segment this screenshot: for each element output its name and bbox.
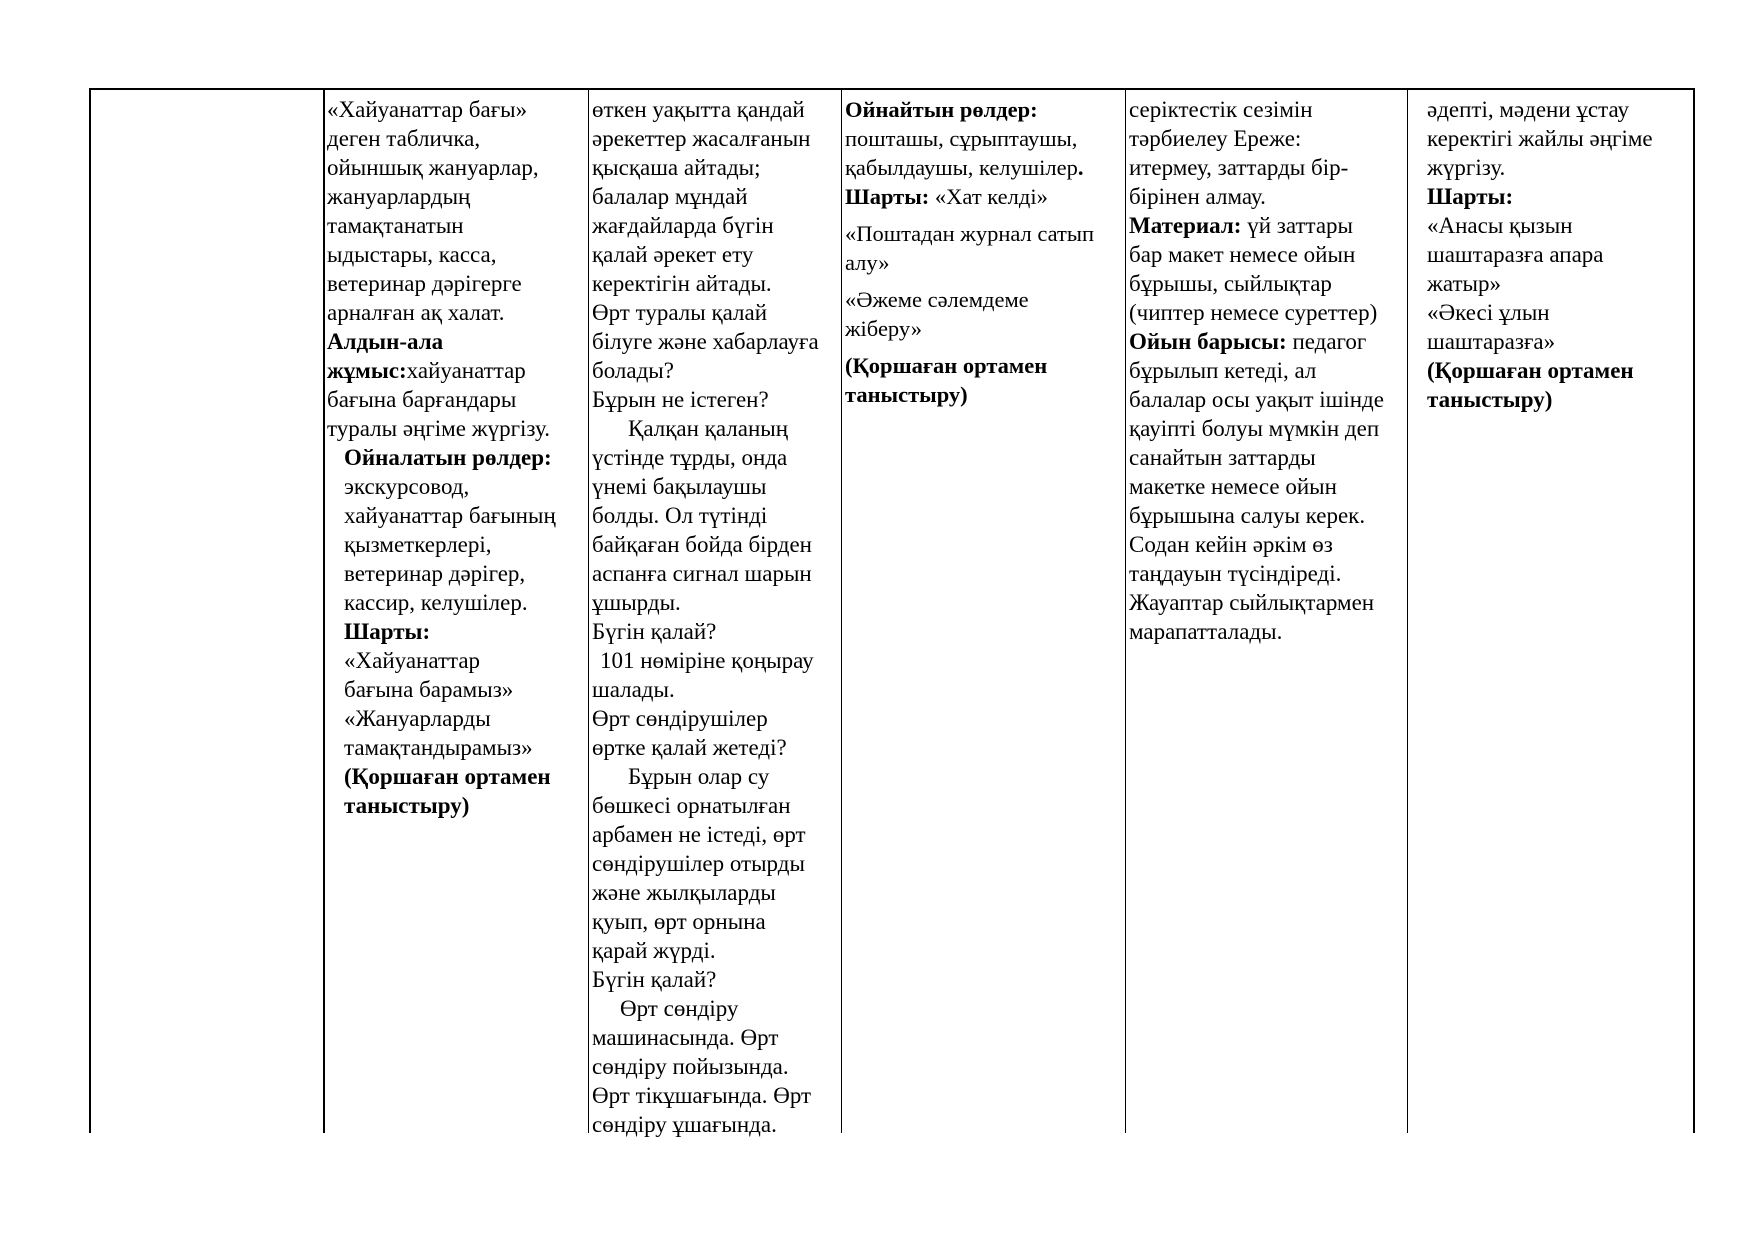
text-line: бұрышы, сыйлықтар [1129,271,1332,296]
text-line: «Анасы қызын [1427,213,1573,238]
text-line: деген табличка, [327,126,481,151]
text-line: жануарлардың [327,184,471,209]
text-line: керектігін айтады. [592,271,772,296]
text-line: хайуанаттар бағының [344,503,556,528]
text-line: үнемі бақылаушы [592,474,767,499]
text-line: арбамен не істеді, өрт [592,822,806,847]
text-line: бағына барамыз» [344,677,514,702]
text-line [1129,327,1406,356]
column-divider [1125,90,1126,1133]
text-line: серіктестік сезімін [1129,97,1313,122]
conditions-label: Шарты: [344,619,431,644]
text-line: бұрылып кетеді, ал [1129,358,1317,383]
text-line: балалар мұндай [592,184,748,209]
text-line: Өрт сөндірушілер [592,706,768,731]
column-divider [323,90,325,1133]
text-line: шаштаразға апара [1427,242,1604,267]
text-line [327,356,585,385]
text-line: болады? [592,358,674,383]
text-line: «Хайуанаттар [344,648,481,673]
text-line: қызметкерлері, [344,532,492,557]
text-line: қуып, өрт орнына [592,909,766,934]
text-line: қалай әрекет ету [592,242,754,267]
text-line: тамақтандырамыз» [344,735,533,760]
conditions-label: Шарты: [845,184,930,209]
text-line: болды. Ол түтінді [592,503,768,528]
text-line: әдепті, мәдени ұстау [1427,97,1629,122]
text-line: ойыншық жануарлар, [327,155,539,180]
text-line: жатыр» [1427,271,1502,296]
text-line: кассир, келушілер. [344,590,528,615]
text-line: Бұрын не істеген? [592,387,769,412]
text-line: таңдауын түсіндіреді. [1129,561,1342,586]
table-cell-col3 [592,95,840,1139]
text-line: қысқаша айтады; [592,155,761,180]
table-cell-col5 [1129,95,1406,646]
subject-label: таныстыру) [845,382,968,407]
text-line: «Хайуанаттар бағы» [327,97,528,122]
subject-label: таныстыру) [1427,387,1553,412]
subject-label: (Қоршаған ортамен [344,764,551,789]
text-line: итермеу, заттарды бір- [1129,155,1349,180]
game-process-label: Ойын барысы: [1129,329,1287,354]
text-line: бар макет немесе ойын [1129,242,1356,267]
text-line: ветеринар дәрігер, [344,561,526,586]
table-cell-col4 [845,95,1124,409]
text-line: ыдыстары, касса, [327,242,497,267]
text-line: 101 нөміріне қоңырау [600,648,814,673]
text-line: «Әкесі ұлын [1427,300,1550,325]
text-line: сөндірушілер отырды [592,851,805,876]
table-cell-col2 [327,95,585,820]
text-line: Бүгін қалай? [592,967,717,992]
text-span: хайуанаттар [406,358,526,383]
subject-label: (Қоршаған ортамен [845,353,1048,378]
text-line: Өрт сөндіру [620,996,739,1021]
text-line: Бүгін қалай? [592,619,717,644]
text-line [845,153,1124,182]
text-line: сөндіру пойызында. [592,1054,789,1079]
text-line: экскурсовод, [344,474,470,499]
text-line: арналған ақ халат. [327,300,505,325]
column-divider [1407,90,1408,1133]
text-line: сөндіру ұшағында. [592,1112,777,1137]
text-span: педагог [1292,329,1367,354]
text-line: машинасында. Өрт [592,1025,779,1050]
text-line: әрекеттер жасалғанын [592,126,811,151]
text-line: өткен уақытта қандай [592,97,805,122]
text-line: балалар осы уақыт ішінде [1129,387,1384,412]
material-label: Материал: [1129,213,1242,238]
text-line: Бұрын олар су [628,764,770,789]
text-line: «Жануарларды [344,706,491,731]
plan-table [89,88,1695,1137]
text-line: шалады. [592,677,675,702]
text-line: марапатталады. [1129,619,1283,644]
text-line: ветеринар дәрігерге [327,271,522,296]
text-line: туралы әңгіме жүргізу. [327,416,550,441]
text-line: тәрбиелеу Ереже: [1129,126,1302,151]
text-line: бұрышына салуы керек. [1129,503,1366,528]
prep-work-label: Алдын-ала [327,329,444,354]
text-line: ұшырды. [592,590,681,615]
text-line: қарай жүрді. [592,938,716,963]
text-line: санайтын заттарды [1129,445,1316,470]
column-divider [588,90,589,1133]
column-divider [841,90,842,1133]
text-line: аспанға сигнал шарын [592,561,812,586]
text-line: алу» [845,250,890,275]
text-line: Жауаптар сыйлықтармен [1129,590,1375,615]
text-line: Өрт туралы қалай [592,300,768,325]
roles-label: Ойналатын рөлдер: [344,445,552,470]
text-line: «Әжеме сәлемдеме [845,287,1029,312]
prep-work-label: жұмыс: [327,358,407,383]
text-line: бөшкесі орнатылған [592,793,791,818]
text-line: «Поштадан журнал сатып [845,221,1095,246]
subject-label: таныстыру) [344,793,470,818]
text-span: «Хат келді» [934,184,1048,209]
text-line: бірінен алмау. [1129,184,1266,209]
roles-label: Ойнайтын рөлдер: [845,97,1038,122]
text-span: қабылдаушы, келушілер [845,155,1078,180]
text-line: шаштаразға» [1427,329,1556,354]
text-line [845,182,1124,211]
text-line [1129,211,1406,240]
subject-label: (Қоршаған ортамен [1427,358,1634,383]
text-line: Содан кейін әркім өз [1129,532,1333,557]
text-line: бағына барғандары [327,387,517,412]
text-line: пошташы, сұрыптаушы, [845,126,1078,151]
table-cell-col6 [1427,95,1691,414]
text-line: макетке немесе ойын [1129,474,1337,499]
text-line: жіберу» [845,316,922,341]
text-line: Қалқан қаланың [628,416,789,441]
text-line: керектігі жайлы әңгіме [1427,126,1653,151]
text-span: үй заттары [1247,213,1353,238]
text-line: үстінде тұрды, онда [592,445,788,470]
text-line: тамақтанатын [327,213,464,238]
text-span: . [1077,155,1084,180]
text-line: өртке қалай жетеді? [592,735,787,760]
text-line: Өрт тікұшағында. Өрт [592,1083,812,1108]
conditions-label: Шарты: [1427,184,1514,209]
text-line: (чиптер немесе суреттер) [1129,300,1378,325]
text-line: жағдайларда бүгін [592,213,774,238]
text-line: қауіпті болуы мүмкін деп [1129,416,1380,441]
text-line: байқаған бойда бірден [592,532,812,557]
text-line: жүргізу. [1427,155,1506,180]
text-line: және жылқыларды [592,880,776,905]
text-line: білуге және хабарлауға [592,329,819,354]
